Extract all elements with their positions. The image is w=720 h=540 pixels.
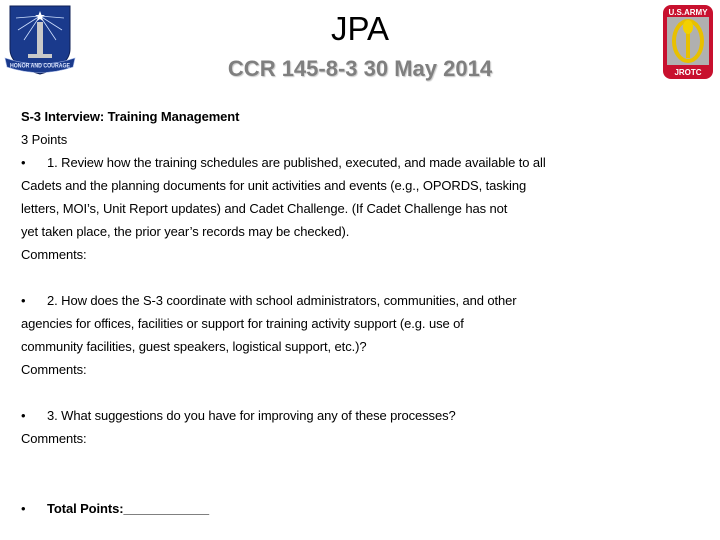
- bullet: •: [21, 155, 26, 170]
- question-text: 3. What suggestions do you have for improving any of these processes?: [47, 408, 456, 423]
- question-2-line-1: [21, 293, 517, 308]
- total-points: [21, 501, 209, 516]
- question-1-line-4: yet taken place, the prior year’s records may be checked).: [21, 224, 350, 239]
- jrotc-logo-bottom-text: JROTC: [674, 68, 702, 77]
- question-1-line-3: letters, MOI’s, Unit Report updates) and Cadet Challenge. (If Cadet Challenge has not: [21, 201, 508, 216]
- question-2-line-3: community facilities, guest speakers, logistical support, etc.)?: [21, 339, 367, 354]
- slide-title: JPA: [330, 10, 390, 47]
- comments-label-3: Comments:: [21, 431, 87, 446]
- crest-motto: HONOR AND COURAGE: [10, 63, 70, 70]
- question-text: 2. How does the S-3 coordinate with school administrators, communities, and other: [47, 293, 517, 308]
- points-label: 3 Points: [21, 132, 68, 147]
- question-3-line-1: [21, 408, 456, 423]
- section-heading: S-3 Interview: Training Management: [21, 109, 240, 124]
- total-points-label: Total Points:____________: [47, 501, 210, 516]
- question-1-line-1: [21, 155, 546, 170]
- bullet: •: [21, 408, 26, 423]
- question-1-line-2: Cadets and the planning documents for unit activities and events (e.g., OPORDS, tasking: [21, 178, 527, 193]
- comments-label-2: Comments:: [21, 362, 87, 377]
- slide-subtitle: CCR 145-8-3 30 May 2014: [227, 56, 493, 81]
- question-text: 1. Review how the training schedules are published, executed, and made available to all: [47, 155, 546, 170]
- bullet: •: [21, 501, 26, 516]
- jrotc-logo-top-text: U.S.ARMY: [668, 8, 708, 17]
- comments-label-1: Comments:: [21, 247, 87, 262]
- bullet: •: [21, 293, 26, 308]
- question-2-line-2: agencies for offices, facilities or support for training activity support (e.g. use of: [21, 316, 464, 331]
